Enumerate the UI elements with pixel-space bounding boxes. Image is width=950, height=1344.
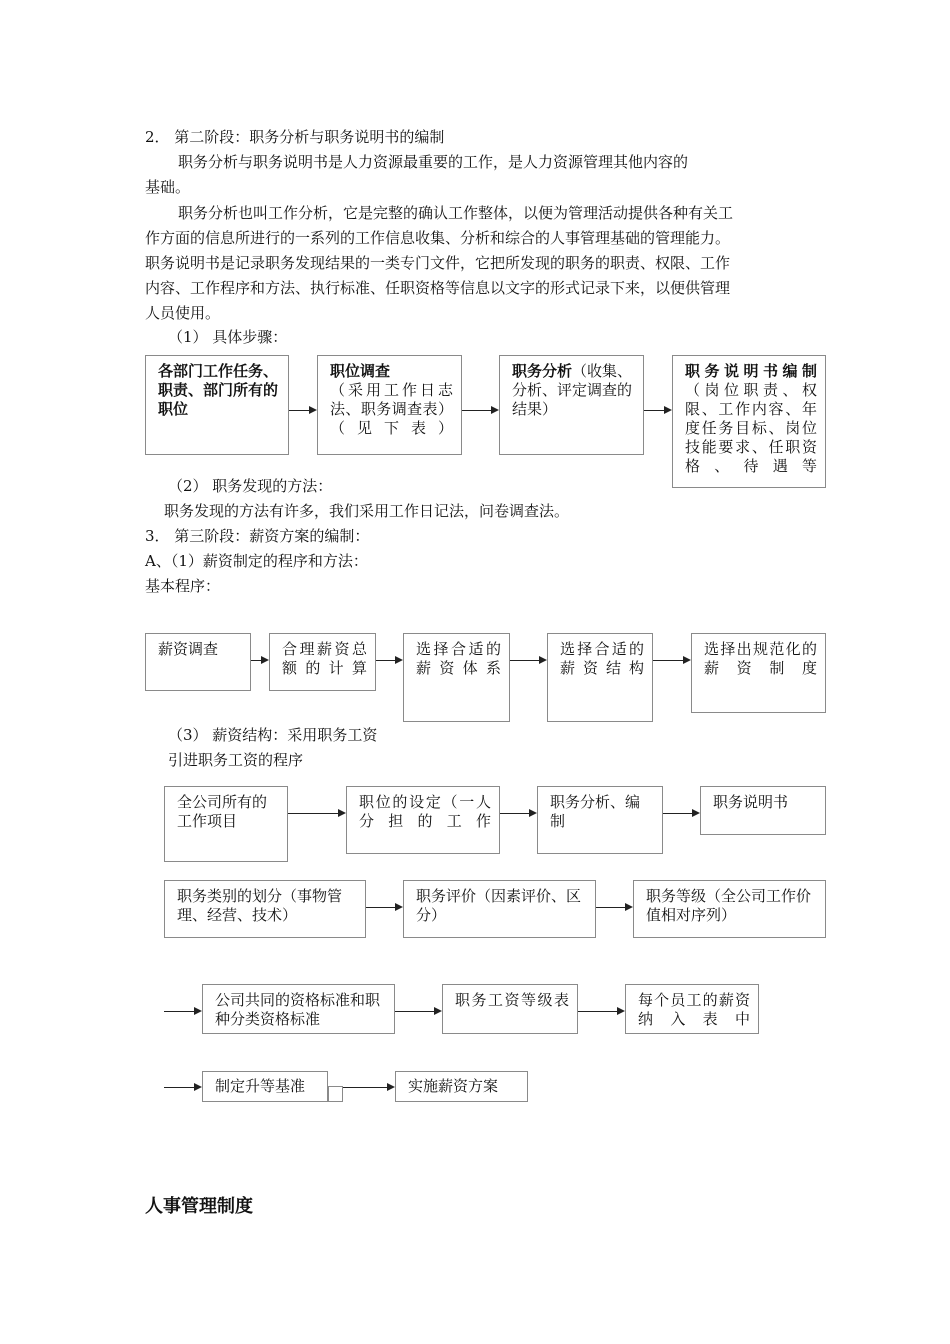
flow3-box-implement-salary [395, 1071, 528, 1102]
flow3-r1-arrow-1-line [288, 813, 339, 814]
method-label: （2） 职务发现的方法： [168, 477, 333, 495]
flow3-r2-arrow-2-line [596, 907, 626, 908]
flow3-r3b3-text: 每个员工的薪资纳入表中 [638, 991, 750, 1028]
flow2-arrow-2-head [395, 656, 403, 664]
flow1-box3-title: 职务分析 [512, 362, 573, 380]
flow3-r3-arrow-0-head [194, 1007, 202, 1015]
flow3-r2-arrow-2-head [625, 903, 633, 911]
paragraph-2-line-4: 内容、工作程序和方法、执行标准、任职资格等信息以文字的形式记录下来，以便供管理 [145, 279, 731, 297]
flow2-box4-text: 选择合适的薪资结构 [560, 640, 644, 677]
flow3-box-employee-salary [625, 984, 759, 1034]
flow3-connector-stub [328, 1086, 343, 1102]
flow2-arrow-3-line [510, 660, 540, 661]
flow1-arrow-3-line [644, 410, 665, 411]
flow3-box-all-jobs [164, 786, 288, 862]
flow3-r3-arrow-1-head [434, 1007, 442, 1015]
flow1-box-departments [145, 355, 289, 455]
flow1-box-job-analysis [499, 355, 644, 455]
flow3-r3b1-text: 公司共同的资格标准和职种分类资格标准 [215, 991, 381, 1028]
flow1-box-position-survey [317, 355, 462, 455]
flow3-r2-arrow-1-line [366, 907, 396, 908]
flow3-r4-arrow-0-head [194, 1083, 202, 1091]
flow3-r4-arrow-1-head [387, 1083, 395, 1091]
flow3-box-job-evaluation [403, 880, 596, 938]
paragraph-1-line-2: 基础。 [145, 178, 191, 196]
flow3-r4-arrow-1-line [343, 1087, 388, 1088]
flow3-r1-arrow-3-head [692, 809, 700, 817]
flow2-box-salary-system [403, 633, 510, 722]
flow3-r4-arrow-0-line [164, 1087, 195, 1088]
flow3-r2b1-text: 职务类别的划分（事物管理、经营、技术） [177, 887, 343, 924]
flow1-box2-title: 职位调查 [330, 362, 391, 380]
flow2-arrow-2-line [376, 660, 396, 661]
flow3-r1-arrow-3-line [663, 813, 693, 814]
flow1-arrow-2-line [462, 410, 492, 411]
flow2-arrow-3-head [539, 656, 547, 664]
intro-procedure-label: 引进职务工资的程序 [168, 751, 304, 769]
flow3-r1-arrow-2-line [500, 813, 530, 814]
flow2-box-salary-survey [145, 633, 251, 691]
flow1-arrow-1-line [289, 410, 310, 411]
flow3-box-salary-grade-table [442, 984, 578, 1034]
flow3-r2b3-text: 职务等级（全公司工作价值相对序列） [646, 887, 812, 924]
flow3-r3-arrow-2-head [617, 1007, 625, 1015]
flow3-box-job-category [164, 880, 366, 938]
flow2-arrow-4-line [653, 660, 684, 661]
flow3-box-job-analysis [537, 786, 663, 854]
flow3-r3b2-text: 职务工资等级表 [455, 991, 569, 1009]
flow2-arrow-1-head [261, 656, 269, 664]
flow1-box3-body: （收集、分析、评定调查的结果） [512, 362, 633, 418]
flow3-r3-arrow-1-line [395, 1011, 435, 1012]
flow1-arrow-2-head [491, 406, 499, 414]
flow3-box-promotion-standard [202, 1071, 328, 1102]
flow3-r1-arrow-1-head [338, 809, 346, 817]
steps-label: （1） 具体步骤： [168, 328, 288, 346]
flow1-box4-body: （岗位职责、权限、工作内容、年度任务目标、岗位技能要求、任职资格、待遇等 [685, 381, 817, 475]
section-3-basic: 基本程序： [145, 577, 221, 595]
flow1-box4-title: 职务说明书编制 [685, 362, 817, 380]
flow3-r4b2-text: 实施薪资方案 [408, 1077, 499, 1095]
flow1-arrow-3-head [664, 406, 672, 414]
flow2-box2-text: 合理薪资总额的计算 [282, 640, 367, 677]
personnel-management-heading: 人事管理制度 [145, 1196, 253, 1217]
flow3-r2-arrow-1-head [395, 903, 403, 911]
salary-structure-label: （3） 薪资结构：采用职务工资 [168, 726, 378, 744]
flow3-r3-arrow-2-line [578, 1011, 618, 1012]
flow2-box1-text: 薪资调查 [158, 640, 219, 658]
flow3-box-position-setting [346, 786, 500, 854]
flow2-box3-text: 选择合适的薪资体系 [416, 640, 501, 677]
flow3-box-job-description [700, 786, 826, 835]
flow2-arrow-4-head [683, 656, 691, 664]
flow2-box-salary-standard [691, 633, 826, 713]
flow1-box2-body: （采用工作日志法、职务调查表）（见下表） [330, 381, 453, 437]
flow3-r1b1-text: 全公司所有的工作项目 [177, 793, 268, 830]
flow3-box-qualification-standard [202, 984, 395, 1034]
section-2-heading: 2． 第二阶段：职务分析与职务说明书的编制 [145, 128, 445, 146]
flow2-box5-text: 选择出规范化的薪资制度 [704, 640, 817, 677]
paragraph-2-line-3: 职务说明书是记录职务发现结果的一类专门文件，它把所发现的职务的职责、权限、工作 [145, 254, 731, 272]
flow3-r4b1-text: 制定升等基准 [215, 1077, 306, 1095]
flow1-box1-text: 各部门工作任务、职责、部门所有的职位 [158, 362, 279, 418]
flow1-arrow-1-head [309, 406, 317, 414]
flow3-r1b4-text: 职务说明书 [713, 793, 789, 811]
flow1-box-job-description [672, 355, 826, 488]
flow3-box-job-grade [633, 880, 826, 938]
section-3-a: A、（1）薪资制定的程序和方法： [145, 552, 368, 570]
paragraph-2-line-1: 职务分析也叫工作分析，它是完整的确认工作整体，以便为管理活动提供各种有关工 [178, 204, 734, 222]
flow2-box-total-salary [269, 633, 376, 691]
paragraph-2-line-5: 人员使用。 [145, 304, 221, 322]
paragraph-1-line-1: 职务分析与职务说明书是人力资源最重要的工作，是人力资源管理其他内容的 [178, 153, 689, 171]
flow2-box-salary-structure [547, 633, 653, 722]
method-text: 职务发现的方法有许多，我们采用工作日记法，问卷调查法。 [164, 502, 570, 520]
flow3-r2b2-text: 职务评价（因素评价、区分） [416, 887, 582, 924]
flow3-r3-arrow-0-line [164, 1011, 195, 1012]
section-3-heading: 3． 第三阶段：薪资方案的编制： [145, 527, 370, 545]
flow3-r1b3-text: 职务分析、编制 [550, 793, 641, 830]
flow3-r1b2-text: 职位的设定（一人分担的工作 [359, 793, 491, 830]
flow3-r1-arrow-2-head [529, 809, 537, 817]
paragraph-2-line-2: 作方面的信息所进行的一系列的工作信息收集、分析和综合的人事管理基础的管理能力。 [145, 229, 731, 247]
